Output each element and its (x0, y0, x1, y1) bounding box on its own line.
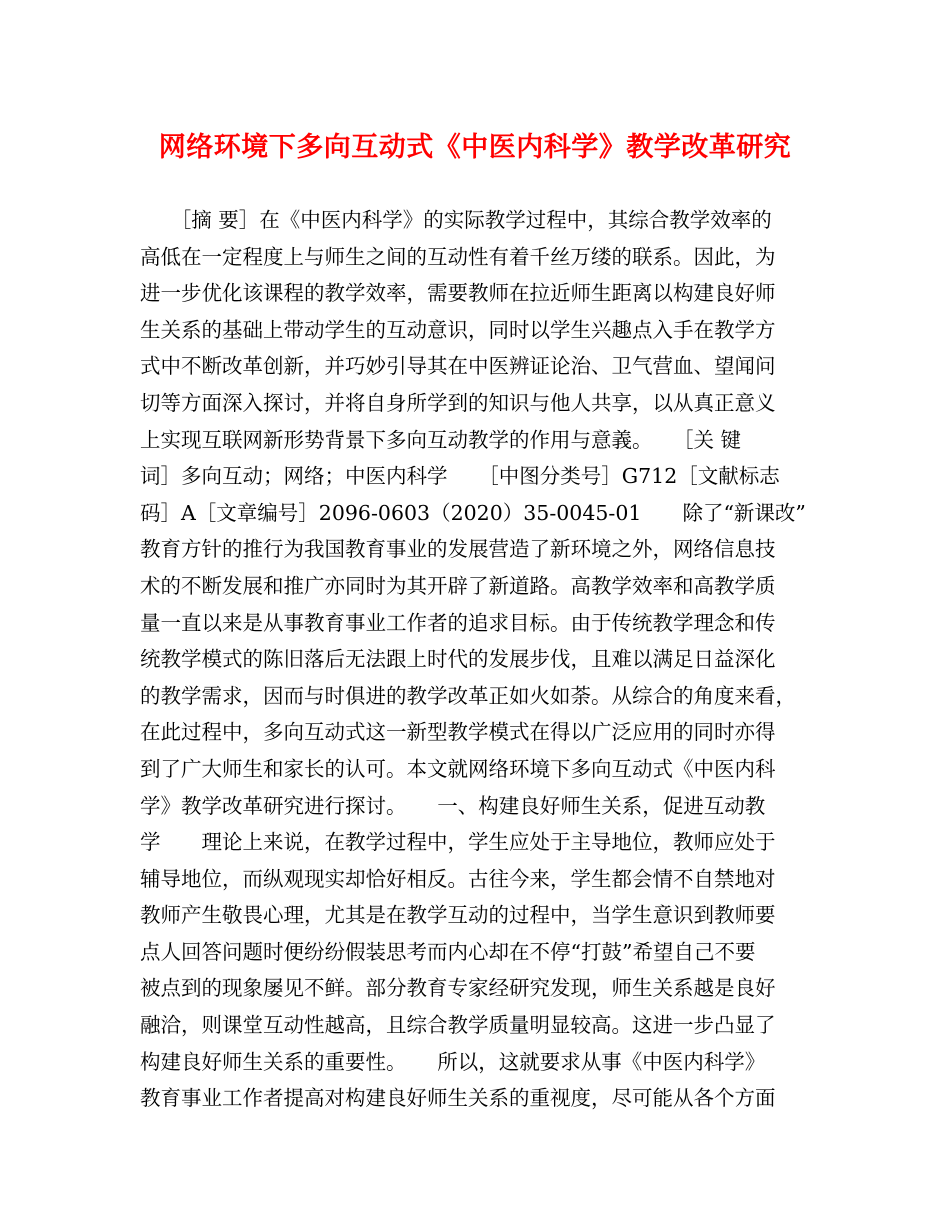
body-line: 教师产生敬畏心理，尤其是在教学互动的过程中，当学生意识到教师要 (140, 903, 776, 928)
body-line: 教育事业工作者提高对构建良好师生关系的重视度，尽可能从各个方面 (140, 1086, 776, 1111)
body-line: 辅导地位，而纵观现实却恰好相反。古往今来，学生都会情不自禁地对 (140, 866, 776, 891)
body-line: 统教学模式的陈旧落后无法跟上时代的发展步伐，且难以满足日益深化 (140, 647, 776, 672)
document-body (140, 202, 820, 1117)
body-line: 术的不断发展和推广亦同时为其开辟了新道路。高教学效率和高教学质 (140, 573, 776, 598)
body-line: 被点到的现象屡见不鲜。部分教育专家经研究发现，师生关系越是良好 (140, 976, 776, 1001)
body-line: 学》教学改革研究进行探讨。 一、构建良好师生关系，促进互动教 (140, 793, 766, 818)
body-line: 上实现互联网新形势背景下多向互动教学的作用与意義。 ［关 键 (140, 427, 742, 452)
body-line: 融洽，则课堂互动性越高，且综合教学质量明显较高。这进一步凸显了 (140, 1013, 776, 1038)
body-line: 词］多向互动；网络；中医内科学 ［中图分类号］G712［文献标志 (140, 464, 780, 489)
body-line: 量一直以来是从事教育事业工作者的追求目标。由于传统教学理念和传 (140, 610, 776, 635)
body-line: 生关系的基础上带动学生的互动意识，同时以学生兴趣点入手在教学方 (140, 317, 776, 342)
body-line: 到了广大师生和家长的认可。本文就网络环境下多向互动式《中医内科 (140, 756, 776, 781)
body-line: 进一步优化该课程的教学效率，需要教师在拉近师生距离以构建良好师 (140, 281, 776, 306)
body-line: 码］A［文章编号］2096-0603（2020）35-0045-01 除了“新课改” (140, 500, 806, 525)
body-line: ［摘 要］在《中医内科学》的实际教学过程中，其综合教学效率的 (140, 208, 772, 232)
body-line: 点人回答问题时便纷纷假装思考而内心却在不停“打鼓”希望自己不要 (140, 939, 756, 964)
body-line: 高低在一定程度上与师生之间的互动性有着千丝万缕的联系。因此，为 (140, 244, 776, 269)
document-title: 网络环境下多向互动式《中医内科学》教学改革研究 (158, 132, 792, 163)
body-line: 在此过程中，多向互动式这一新型教学模式在得以广泛应用的同时亦得 (140, 720, 776, 745)
body-line: 学 理论上来说，在教学过程中，学生应处于主导地位，教师应处于 (140, 830, 776, 855)
body-line: 切等方面深入探讨，并将自身所学到的知识与他人共享，以从真正意义 (140, 390, 776, 415)
body-line: 教育方针的推行为我国教育事业的发展营造了新环境之外，网络信息技 (140, 537, 776, 562)
body-line: 的教学需求，因而与时俱进的教学改革正如火如荼。从综合的角度来看， (140, 683, 796, 708)
body-line: 式中不断改革创新，并巧妙引导其在中医辨证论治、卫气营血、望闻问 (140, 354, 776, 379)
body-line: 构建良好师生关系的重要性。 所以，这就要求从事《中医内科学》 (140, 1049, 766, 1074)
